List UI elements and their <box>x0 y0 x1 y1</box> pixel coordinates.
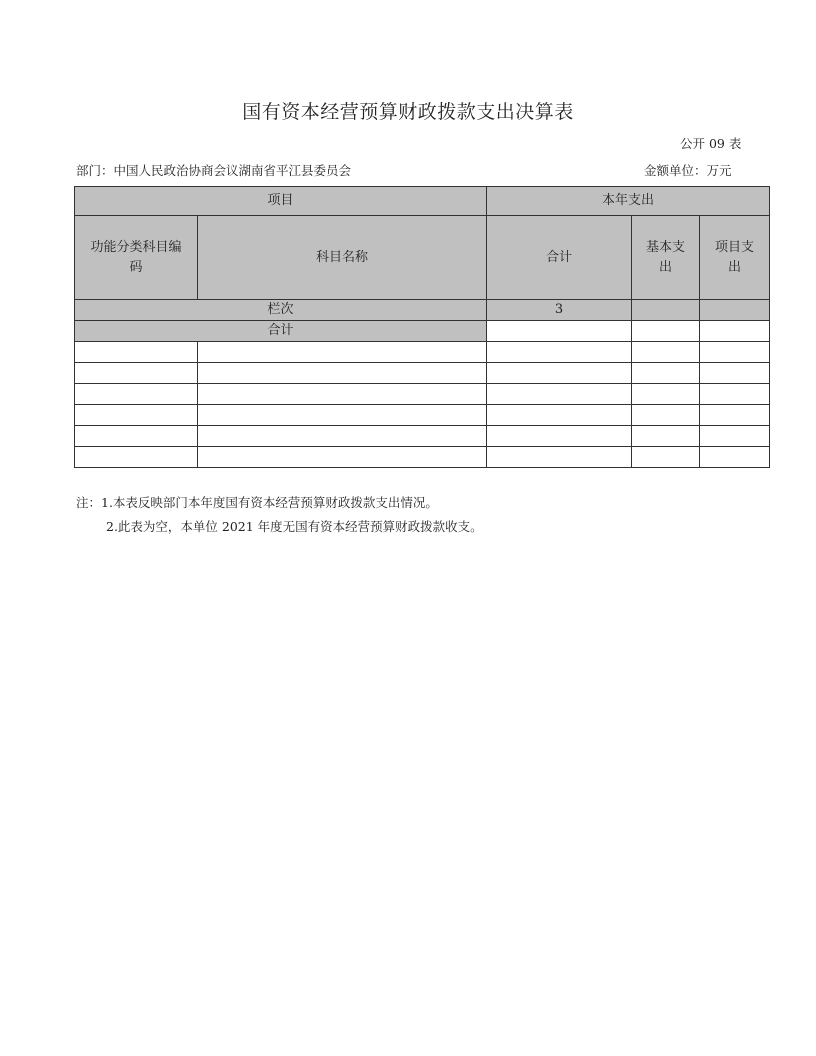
department-label: 部门：中国人民政治协商会议湖南省平江县委员会 <box>76 163 352 178</box>
table-row <box>75 342 770 363</box>
table-row <box>75 426 770 447</box>
form-code: 公开 09 表 <box>680 136 742 151</box>
row-name <box>198 426 487 447</box>
row-total <box>487 447 632 468</box>
row-basic <box>632 342 700 363</box>
column-number-label: 栏次 <box>75 300 487 321</box>
header-total: 合计 <box>487 216 632 300</box>
row-total <box>487 342 632 363</box>
row-total <box>487 363 632 384</box>
row-basic <box>632 447 700 468</box>
row-code <box>75 342 198 363</box>
row-name <box>198 447 487 468</box>
row-project <box>700 405 770 426</box>
column-number-basic <box>632 300 700 321</box>
total-row-project <box>700 321 770 342</box>
header-project-expense: 项目支出 <box>700 216 770 300</box>
row-project <box>700 426 770 447</box>
row-project <box>700 363 770 384</box>
table-row <box>75 384 770 405</box>
total-row-label: 合计 <box>75 321 487 342</box>
header-current-year-expense: 本年支出 <box>487 187 770 216</box>
header-basic-expense: 基本支出 <box>632 216 700 300</box>
header-subject-name: 科目名称 <box>198 216 487 300</box>
row-code <box>75 447 198 468</box>
amount-unit-label: 金额单位：万元 <box>644 163 732 178</box>
page-title: 国有资本经营预算财政拨款支出决算表 <box>242 101 574 123</box>
table-row <box>75 447 770 468</box>
row-total <box>487 426 632 447</box>
total-row-basic <box>632 321 700 342</box>
row-name <box>198 384 487 405</box>
row-code <box>75 384 198 405</box>
table-row <box>75 405 770 426</box>
row-code <box>75 426 198 447</box>
row-project <box>700 447 770 468</box>
column-number-total: 3 <box>487 300 632 321</box>
table-row <box>75 363 770 384</box>
row-total <box>487 405 632 426</box>
total-row-total <box>487 321 632 342</box>
header-project: 项目 <box>75 187 487 216</box>
column-number-project <box>700 300 770 321</box>
row-name <box>198 363 487 384</box>
row-name <box>198 405 487 426</box>
row-total <box>487 384 632 405</box>
row-basic <box>632 426 700 447</box>
note-line-1: 注：1.本表反映部门本年度国有资本经营预算财政拨款支出情况。 <box>76 495 438 510</box>
row-basic <box>632 405 700 426</box>
row-basic <box>632 384 700 405</box>
row-basic <box>632 363 700 384</box>
row-code <box>75 363 198 384</box>
notes <box>76 491 483 539</box>
expenditure-table <box>74 186 770 468</box>
row-project <box>700 384 770 405</box>
header-func-code: 功能分类科目编码 <box>75 216 198 300</box>
row-project <box>700 342 770 363</box>
row-code <box>75 405 198 426</box>
row-name <box>198 342 487 363</box>
note-line-2: 2.此表为空，本单位 2021 年度无国有资本经营预算财政拨款收支。 <box>106 519 483 534</box>
